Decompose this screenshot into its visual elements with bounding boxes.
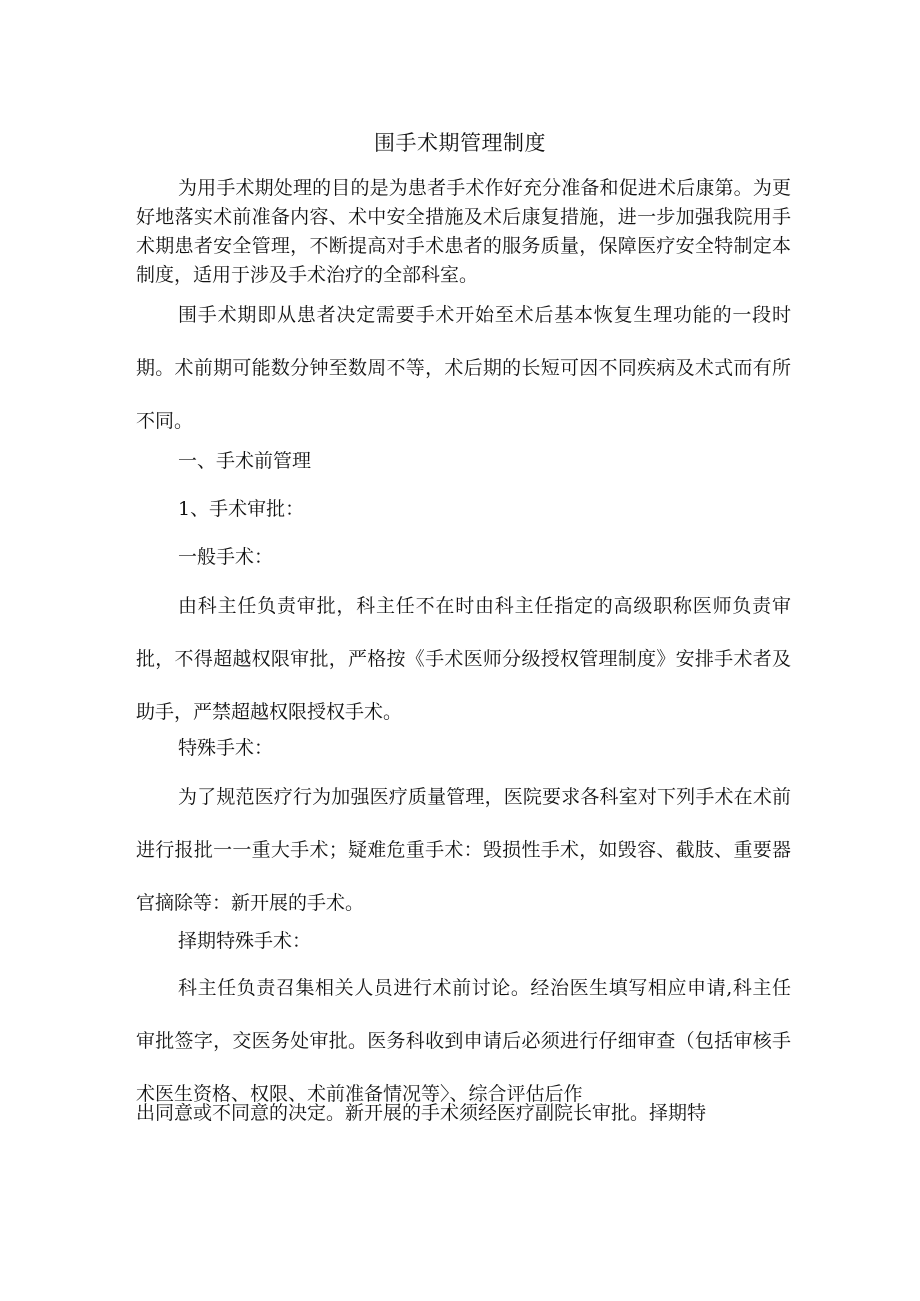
subheading-special-surgery: 特殊手术： bbox=[178, 737, 274, 759]
definition-paragraph: 围手术期即从患者决定需要手术开始至术后基本恢复生理功能的一段时期。术前期可能数分钟至数周不等，术后期的长短可因不同疾病及术式而有所不同。 bbox=[136, 304, 791, 432]
continuation-line: 出同意或不同意的决定。新开展的手术须经医疗副院长审批。择期特 bbox=[136, 1102, 707, 1124]
special-surgery-paragraph: 为了规范医疗行为加强医疗质量管理，医院要求各科室对下列手术在术前进行报批一一重大手术；疑难危重手术：毁损性手术，如毁容、截肢、重要器官摘除等：新开展的手术。 bbox=[136, 786, 791, 914]
subheading-elective-special-surgery: 择期特殊手术： bbox=[178, 930, 312, 952]
document-title: 围手术期管理制度 bbox=[374, 131, 546, 155]
elective-surgery-paragraph: 科主任负责召集相关人员进行术前讨论。经治医生填写相应申请,科主任审批签字，交医务处审批。医务科收到申请后必须进行仔细审查（包括审核手术医生资格、权限、术前准备情况等〉、综合评估后作 bbox=[136, 977, 791, 1105]
subheading-surgery-approval: 1、手术审批： bbox=[178, 498, 305, 520]
section-heading-preoperative: 一、手术前管理 bbox=[178, 450, 312, 472]
general-surgery-paragraph: 由科主任负责审批，科主任不在时由科主任指定的高级职称医师负责审批，不得超越权限审批，严格按《手术医师分级授权管理制度》安排手术者及助手，严禁超越权限授权手术。 bbox=[136, 595, 791, 723]
intro-paragraph: 为用手术期处理的目的是为患者手术作好充分准备和促进术后康第。为更好地落实术前准备内容、术中安全措施及术后康复措施，进一步加强我院用手术期患者安全管理，不断提高对手术患者的服务质量，保障医疗安全特制定本制度，适用于涉及手术治疗的全部科室。 bbox=[136, 177, 791, 286]
subheading-general-surgery: 一般手术： bbox=[178, 546, 274, 568]
